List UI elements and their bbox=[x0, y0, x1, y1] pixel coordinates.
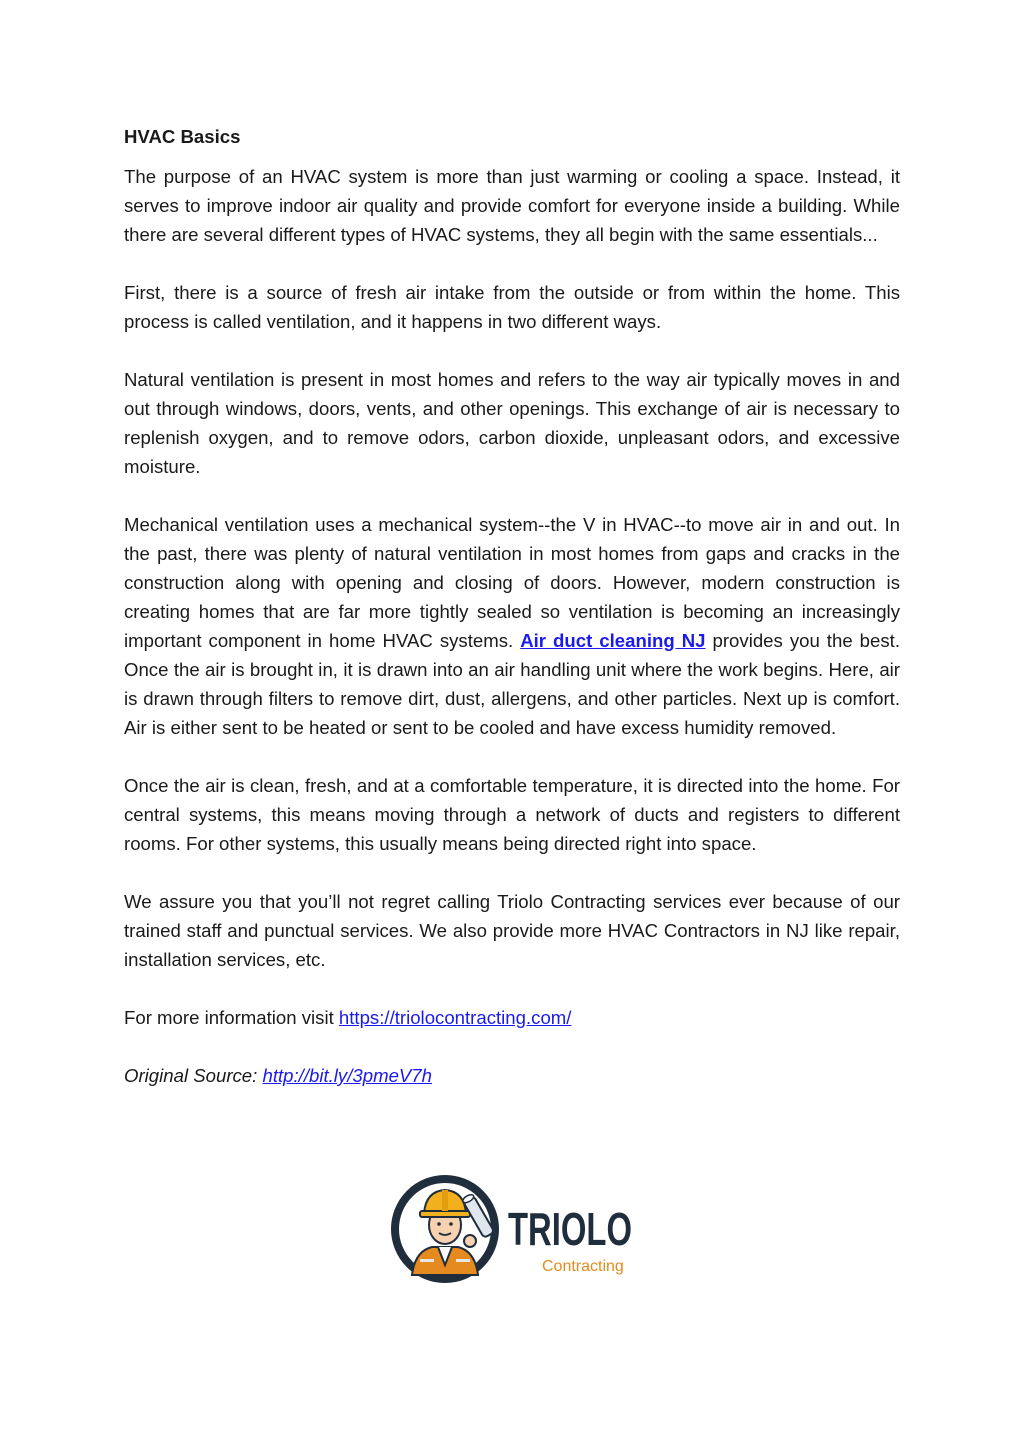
source-link[interactable]: http://bit.ly/3pmeV7h bbox=[262, 1065, 432, 1086]
paragraph-ventilation: First, there is a source of fresh air intake from the outside or from within the home. This process is called ventilation, and it happens in two different ways. bbox=[124, 282, 900, 332]
paragraph-intro: The purpose of an HVAC system is more than just warming or cooling a space. Instead, it serves to improve indoor air quality and provide comfort for everyone inside a building. While there are several different types of HVAC systems, they all begin with the same essentials... bbox=[124, 166, 900, 245]
paragraph-assurance: We assure you that you’ll not regret calling Triolo Contracting services ever because of our trained staff and punctual services. We also provide more HVAC Contractors in NJ like repair, installation services, etc. bbox=[124, 891, 900, 970]
logo-wordmark: TRIOLO bbox=[508, 1203, 632, 1255]
paragraph-text: provides you the best. Once the air is brought in, it is drawn into an air handling unit where the work begins. Here, air is drawn through filters to remove dirt, dust, allergens, and other particles. Next up is comfort. Air is either sent to be heated or sent to be cooled and have excess humidity removed. bbox=[124, 630, 900, 738]
paragraph-natural-ventilation: Natural ventilation is present in most homes and refers to the way air typically moves in and out through windows, doors, vents, and other openings. This exchange of air is necessary to replenish oxygen, and to remove odors, carbon dioxide, unpleasant odors, and excessive moisture. bbox=[124, 369, 900, 477]
paragraph-source bbox=[124, 1061, 900, 1090]
source-label: Original Source: bbox=[124, 1065, 263, 1086]
website-link[interactable]: https://triolocontracting.com/ bbox=[338, 1007, 572, 1028]
paragraph-distribution: Once the air is clean, fresh, and at a comfortable temperature, it is directed into the home. For central systems, this means moving through a network of ducts and registers to different rooms. For other systems, this usually means being directed right into space. bbox=[124, 775, 900, 854]
contractor-mascot-icon bbox=[395, 1179, 495, 1279]
triolo-logo bbox=[390, 1173, 640, 1285]
logo-tagline: Contracting bbox=[542, 1258, 624, 1275]
more-info-label: For more information visit bbox=[124, 1007, 339, 1028]
document-title: HVAC Basics bbox=[124, 126, 241, 147]
paragraph-mechanical-ventilation bbox=[124, 510, 900, 742]
document-body bbox=[124, 122, 900, 1119]
air-duct-cleaning-link[interactable]: Air duct cleaning NJ bbox=[520, 630, 706, 651]
paragraph-text: Mechanical ventilation uses a mechanical system--the V in HVAC--to move air in and out. In the past, there was plenty of natural ventilation in most homes from gaps and cracks in the construction along with opening and closing of doors. However, modern construction is creating homes that are far more tightly sealed so ventilation is becoming an increasingly important component in home HVAC systems. bbox=[124, 514, 900, 651]
paragraph-more-info bbox=[124, 1003, 900, 1032]
